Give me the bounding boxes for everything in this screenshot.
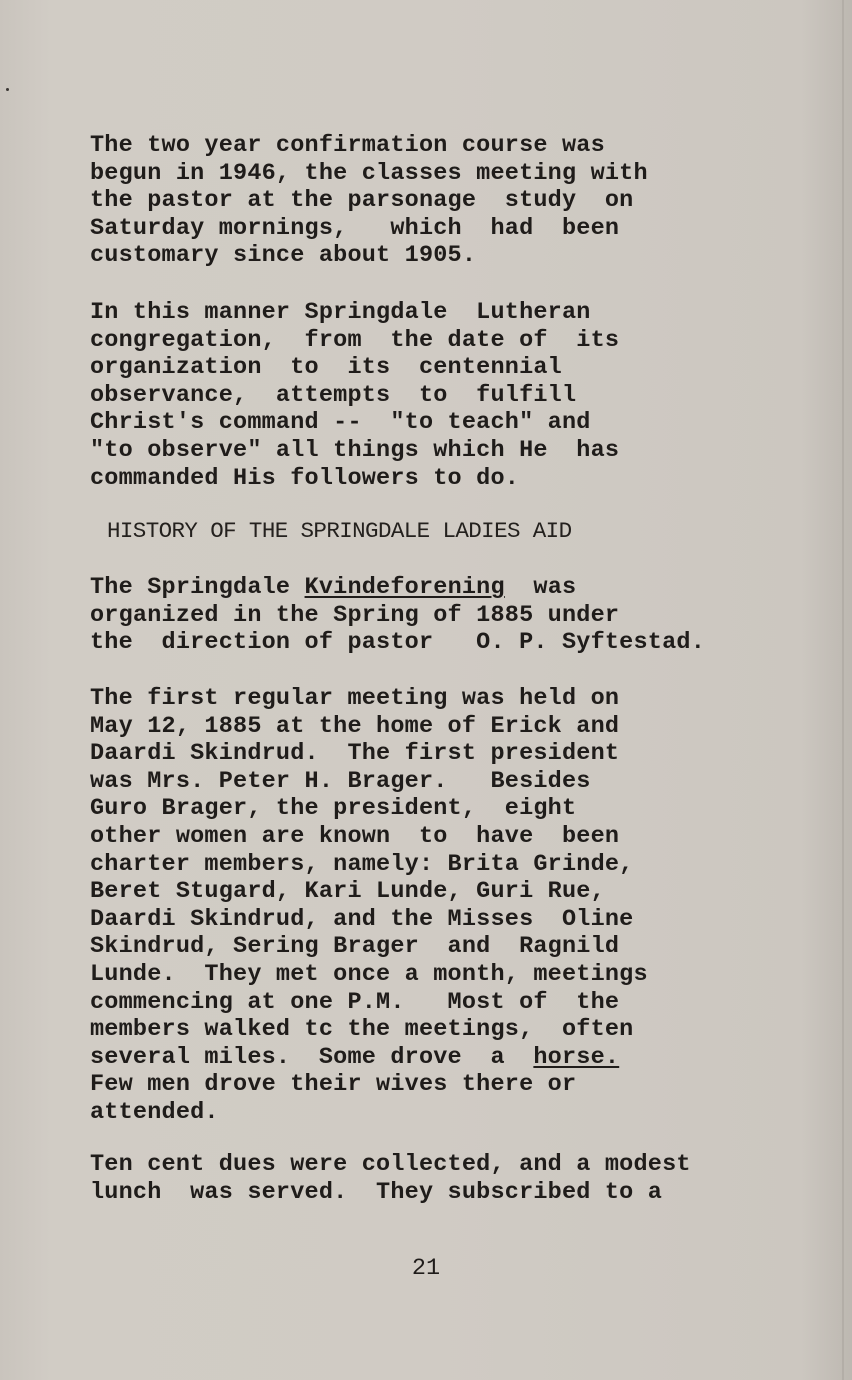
text-segment: was <box>504 574 577 601</box>
text-segment: several miles. Some drove a <box>90 1043 534 1071</box>
page-edge-shadow <box>842 0 844 1380</box>
text-line: charter members, namely: Brita Grinde, <box>90 850 634 878</box>
text-line: observance, attempts to fulfill <box>90 381 577 409</box>
text-line: organized in the Spring of 1885 under <box>90 601 620 629</box>
paper-speck <box>6 88 9 91</box>
paragraph-first-meeting <box>90 685 648 1127</box>
text-line: Skindrud, Sering Brager and Ragnild <box>90 933 620 961</box>
text-line: begun in 1946, the classes meeting with <box>90 159 648 187</box>
text-line: Ten cent dues were collected, and a modest <box>90 1151 691 1178</box>
text-line: "to observe" all things which He has <box>90 436 620 464</box>
text-line: Beret Stugard, Kari Lunde, Guri Rue, <box>90 878 605 906</box>
text-line: lunch was served. They subscribed to a <box>90 1178 663 1206</box>
page-number: 21 <box>411 1255 441 1282</box>
text-line: Saturday mornings, which had been <box>90 214 620 242</box>
text-line: Guro Brager, the president, eight <box>90 795 577 823</box>
text-line: Lunde. They met once a month, meetings <box>90 960 648 988</box>
text-line: Daardi Skindrud. The first president <box>90 740 620 768</box>
text-line <box>90 1044 648 1072</box>
text-line: other women are known to have been <box>90 822 620 850</box>
text-line: May 12, 1885 at the home of Erick and <box>90 712 620 740</box>
text-line: commanded His followers to do. <box>90 464 520 492</box>
text-segment: The Springdale <box>90 574 305 601</box>
text-line: Few men drove their wives there or <box>90 1071 577 1099</box>
underlined-word: horse. <box>533 1043 620 1071</box>
text-line: Daardi Skindrud, and the Misses Oline <box>90 905 634 933</box>
section-heading: HISTORY OF THE SPRINGDALE LADIES AID <box>107 518 572 544</box>
paragraph-congregation-mission <box>90 299 619 492</box>
text-line <box>90 574 705 602</box>
text-line: Christ's command -- "to teach" and <box>90 409 591 437</box>
text-line: The first regular meeting was held on <box>90 685 620 712</box>
text-line: members walked tc the meetings, often <box>90 1016 634 1044</box>
text-line: was Mrs. Peter H. Brager. Besides <box>90 767 591 795</box>
text-line: customary since about 1905. <box>90 242 477 270</box>
text-line: In this manner Springdale Lutheran <box>90 299 591 326</box>
paragraph-kvindeforening <box>90 574 705 657</box>
paragraph-dues <box>90 1151 691 1206</box>
text-line: the pastor at the parsonage study on <box>90 187 634 215</box>
text-line: the direction of pastor O. P. Syftestad. <box>90 629 705 657</box>
text-line: congregation, from the date of its <box>90 326 620 354</box>
text-line: commencing at one P.M. Most of the <box>90 988 620 1016</box>
paragraph-confirmation-course <box>90 132 648 270</box>
underlined-term: Kvindeforening <box>304 574 505 601</box>
text-line: The two year confirmation course was <box>90 132 605 159</box>
text-line: attended. <box>90 1098 219 1126</box>
text-line: organization to its centennial <box>90 354 562 382</box>
